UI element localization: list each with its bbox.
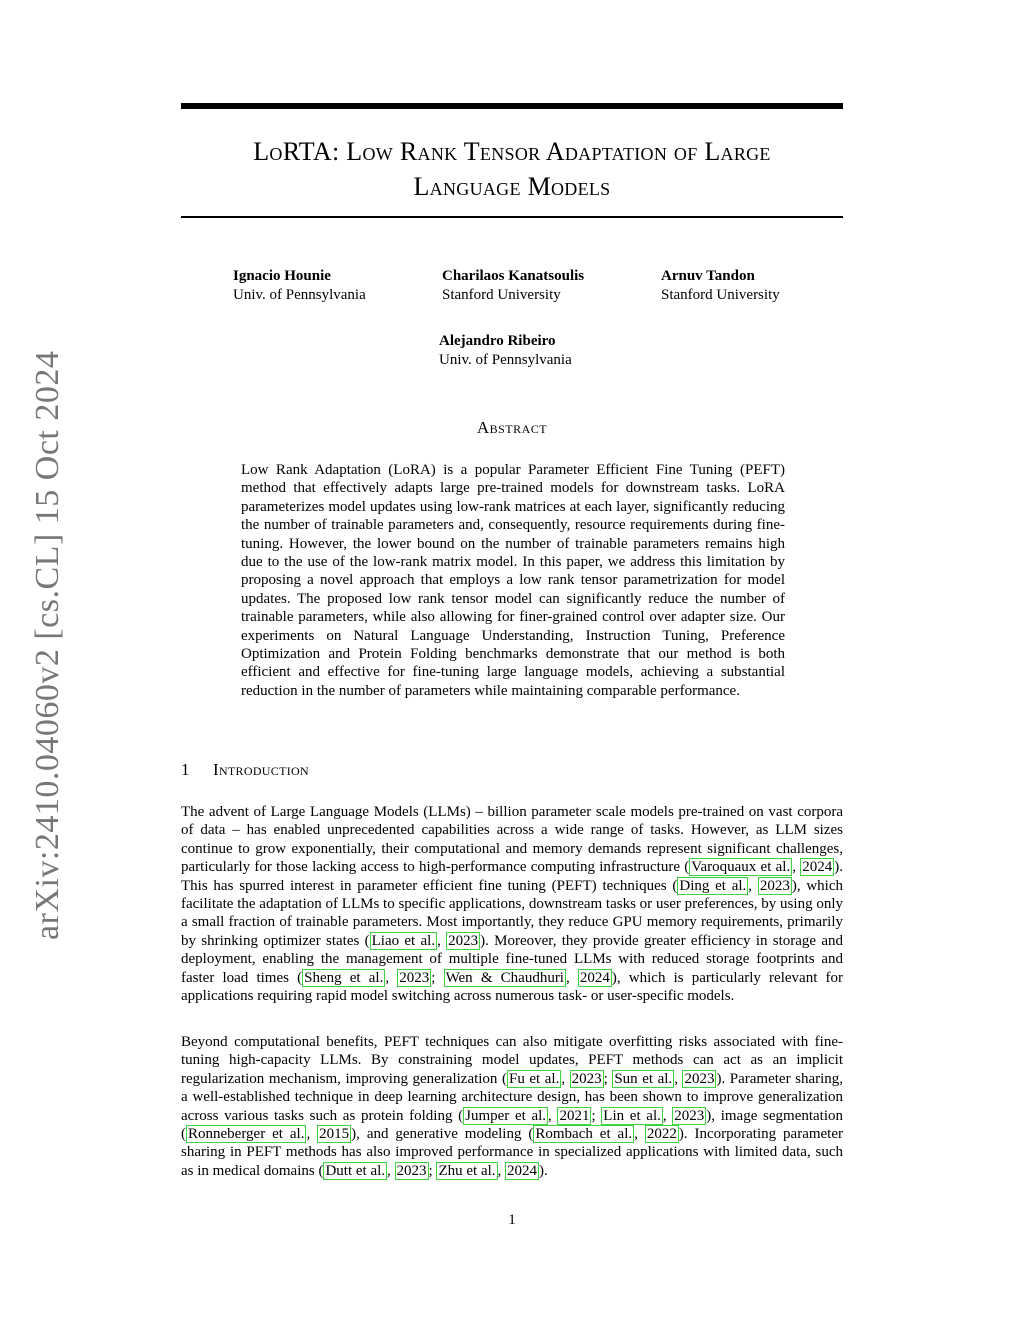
body-text: ), and generative modeling ( xyxy=(351,1126,534,1143)
body-text: ), which is particularly relevant for applications requiring rapid model switching across numerous task- or user-specific models. xyxy=(181,969,844,1005)
title-top-rule xyxy=(181,103,843,109)
section-number: 1 xyxy=(181,760,190,779)
citation-link[interactable]: 2023 xyxy=(674,1107,705,1124)
body-text: ). This has spurred interest in parameter efficient fine tuning (PEFT) techniques ( xyxy=(181,859,843,894)
author-affiliation: Stanford University xyxy=(661,287,780,303)
author-affiliation: Univ. of Pennsylvania xyxy=(439,352,572,368)
body-text: ). Parameter sharing, a well-established technique in deep learning architecture design, has been shown to improve generalization across various tasks such as protein folding ( xyxy=(181,1070,844,1124)
citation-link[interactable]: Sun et al. xyxy=(614,1070,673,1087)
body-text: , xyxy=(306,1126,318,1143)
citation-link[interactable]: 2021 xyxy=(559,1107,590,1124)
citation-link[interactable]: 2023 xyxy=(684,1070,715,1087)
author-name: Charilaos Kanatsoulis xyxy=(442,268,585,284)
citation-link[interactable]: 2023 xyxy=(571,1070,602,1087)
citation-link[interactable]: 2015 xyxy=(319,1126,350,1143)
body-text: ). Moreover, they provide greater efficiency in storage and deployment, enabling the management of multiple fine-tuned LLMs with reduced storage footprints and faster load times ( xyxy=(181,932,844,986)
citation-link[interactable]: Liao et al. xyxy=(371,932,436,949)
section-heading xyxy=(181,760,309,780)
abstract-heading: Abstract xyxy=(476,418,548,437)
body-text: ; xyxy=(591,1107,602,1124)
body-text: The advent of Large Language Models (LLMs) – billion parameter scale models pre-trained on vast corpora of data – has enabled unprecedented capabilities across a wide range of tasks. However, as LLM sizes continue to grow exponentially, their computational and memory demands represent significant challenges, particularly for those lacking access to high-performance computing infrastructure ( xyxy=(181,804,843,876)
author-block xyxy=(442,267,584,305)
intro-paragraph-2 xyxy=(181,1033,843,1180)
body-text: , xyxy=(565,969,578,986)
body-text: ), image segmentation ( xyxy=(181,1107,844,1143)
body-text: , xyxy=(792,859,801,876)
body-text: Beyond computational benefits, PEFT techniques can also mitigate overfitting risks associated with fine-tuning high-capacity LLMs. By constraining model updates, PEFT methods can act as an implicit regularization mechanism, improving generalization ( xyxy=(181,1034,843,1087)
author-name: Alejandro Ribeiro xyxy=(439,333,556,349)
citation-link[interactable]: 2023 xyxy=(759,877,790,894)
citation-link[interactable]: 2024 xyxy=(507,1162,538,1179)
body-text: , xyxy=(387,1162,395,1179)
citation-link[interactable]: Jumper et al. xyxy=(465,1107,547,1124)
title-line-1: LoRTA: Low Rank Tensor Adaptation of Large xyxy=(253,137,771,166)
author-name: Ignacio Hounie xyxy=(233,268,331,284)
title-line-2: Language Models xyxy=(413,172,611,201)
body-text: , xyxy=(748,877,758,894)
body-text: , xyxy=(385,969,398,986)
body-text: ), which facilitate the adaptation of LLMs to specific applications, downstream tasks or user preferences, by using only a small fraction of trainable parameters. Most importantly, they reduce GPU memory requirements, primarily by shrinking optimizer states ( xyxy=(181,877,843,949)
citation-link[interactable]: Ding et al. xyxy=(679,877,747,894)
citation-link[interactable]: Sheng et al. xyxy=(304,969,384,986)
section-title: Introduction xyxy=(213,760,309,779)
body-text: , xyxy=(674,1070,683,1087)
paper-title xyxy=(181,134,843,204)
citation-link[interactable]: 2023 xyxy=(448,932,479,949)
citation-link[interactable]: Lin et al. xyxy=(603,1107,661,1124)
citation-link[interactable]: Ronneberger et al. xyxy=(188,1126,305,1143)
author-block xyxy=(661,267,780,305)
citation-link[interactable]: 2024 xyxy=(579,969,610,986)
body-text: ; xyxy=(603,1070,613,1087)
body-text: ). xyxy=(539,1162,548,1179)
body-text: , xyxy=(548,1107,558,1124)
citation-link[interactable]: Wen & Chaudhuri xyxy=(445,969,564,986)
body-text: , xyxy=(634,1126,645,1143)
citation-link[interactable]: 2023 xyxy=(399,969,430,986)
body-text: ; xyxy=(428,1162,437,1179)
body-text: , xyxy=(437,932,447,949)
citation-link[interactable]: Dutt et al. xyxy=(325,1162,386,1179)
author-name: Arnuv Tandon xyxy=(661,268,755,284)
citation-link[interactable]: 2023 xyxy=(396,1162,427,1179)
citation-link[interactable]: 2024 xyxy=(802,859,833,876)
abstract-body: Low Rank Adaptation (LoRA) is a popular Parameter Efficient Fine Tuning (PEFT) method that effectively adapts large pre-trained models for downstream tasks. LoRA parameterizes model updates using low-rank matrices at each layer, significantly reducing the number of trainable parameters and, consequently, resource requirements during fine-tuning. However, the lower bound on the number of trainable parameters remains high due to the use of the low-rank matrix model. In this paper, we address this limitation by proposing a novel approach that employs a low rank tensor parametrization for model updates. The proposed low rank tensor model can significantly reduce the number of trainable parameters, while also allowing for finer-grained control over adapter size. Our experiments on Natural Language Understanding, Instruction Tuning, Preference Optimization and Protein Folding benchmarks demonstrate that our method is both efficient and effective for fine-tuning large language models, achieving a substantial reduction in the number of parameters while maintaining comparable performance. xyxy=(241,462,785,699)
intro-paragraph-1 xyxy=(181,803,843,1005)
author-block xyxy=(233,267,366,305)
citation-link[interactable]: Rombach et al. xyxy=(535,1126,633,1143)
author-affiliation: Univ. of Pennsylvania xyxy=(233,287,366,303)
citation-link[interactable]: Fu et al. xyxy=(508,1070,560,1087)
author-block xyxy=(439,332,572,370)
title-bottom-rule xyxy=(181,216,843,218)
body-text: ; xyxy=(431,969,444,986)
body-text: , xyxy=(497,1162,506,1179)
arxiv-identifier: arXiv:2410.04060v2 [cs.CL] 15 Oct 2024 xyxy=(29,350,66,940)
author-affiliation: Stanford University xyxy=(442,287,561,303)
body-text: , xyxy=(561,1070,570,1087)
page-number: 1 xyxy=(508,1212,516,1228)
body-text: , xyxy=(662,1107,673,1124)
citation-link[interactable]: Zhu et al. xyxy=(438,1162,496,1179)
citation-link[interactable]: 2022 xyxy=(646,1126,677,1143)
citation-link[interactable]: Varoquaux et al. xyxy=(691,859,791,876)
body-text: ). Incorporating parameter sharing in PEFT methods has also improved performance in specialized applications with limited data, such as in medical domains ( xyxy=(181,1126,844,1179)
